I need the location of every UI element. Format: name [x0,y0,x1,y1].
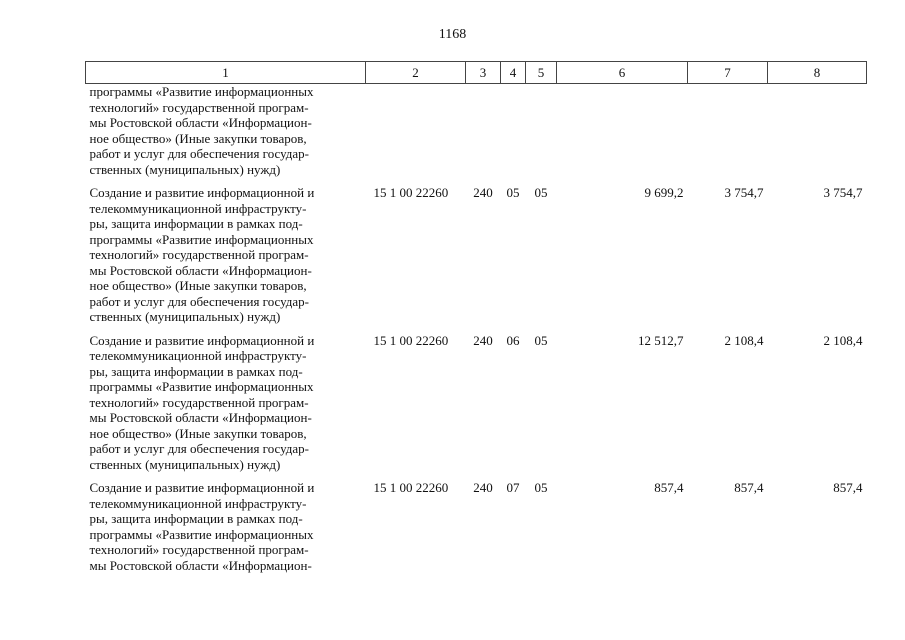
description-line: ственных (муниципальных) нужд) [89,309,281,324]
table-body [86,84,867,574]
page-number: 1168 [438,27,467,42]
expense-type-cell: 240 [473,332,493,348]
subsection-cell: 05 [534,480,548,495]
budget-table [85,61,867,573]
description-line: технологий» государственной програм- [89,542,309,557]
description-line: мы Ростовской области «Информацион- [89,557,312,573]
description-line: ственных (муниципальных) нужд) [89,456,281,472]
description-cell [86,480,366,573]
row-spacer-cell [86,472,867,480]
table-row [86,333,867,473]
amount-year3-cell: 857,4 [833,480,863,495]
row-spacer-cell [86,177,867,185]
amount-year3-cell [768,84,867,178]
row-spacer [86,177,867,185]
description-cell [86,185,366,325]
description-line: ры, защита информации в рамках под- [89,216,303,231]
row-spacer-cell [86,325,867,333]
amount-year2-cell [688,84,768,178]
description-line: мы Ростовской области «Информацион- [89,410,312,425]
amount-year1-cell: 12 512,7 [638,332,684,348]
description-line: программы «Развитие информационных [89,84,314,99]
amount-year3-cell: 3 754,7 [823,185,863,200]
column-header-5: 5 [526,62,557,84]
amount-year3-cell: 2 108,4 [823,332,863,348]
description-line: Создание и развитие информационной и [89,480,315,495]
amount-year1-cell: 9 699,2 [644,185,684,200]
description-line: телекоммуникационной инфраструкту- [89,495,307,511]
description-line: ное общество» (Иные закупки товаров, [89,425,307,441]
description-line: программы «Развитие информационных [89,526,314,542]
amount-year2-cell: 3 754,7 [724,185,764,200]
column-header-7: 7 [688,62,768,84]
description-line: ное общество» (Иные закупки товаров, [89,278,307,293]
expense-type-cell: 240 [473,480,493,495]
amount-year2-cell: 2 108,4 [724,332,764,348]
amount-year1-cell [557,84,688,178]
description-line: технологий» государственной програм- [89,99,309,115]
section-cell: 07 [506,480,520,495]
description-line: ры, защита информации в рамках под- [89,511,303,526]
section-cell [501,84,526,178]
description-line: работ и услуг для обеспечения государ- [89,146,310,161]
kbk-code-cell [366,84,466,178]
description-line: программы «Развитие информационных [89,379,314,394]
description-line: мы Ростовской области «Информацион- [89,262,312,278]
table-row [86,185,867,325]
description-line: технологий» государственной програм- [89,394,309,410]
description-line: работ и услуг для обеспечения государ- [89,293,310,309]
description-line: работ и услуг для обеспечения государ- [89,441,310,456]
description-line: ственных (муниципальных) нужд) [89,161,281,177]
kbk-code-cell: 15 1 00 22260 [373,185,449,200]
description-line: телекоммуникационной инфраструкту- [89,200,307,216]
table-header [86,62,867,84]
description-line: ры, защита информации в рамках под- [89,363,303,379]
description-line: технологий» государственной програм- [89,247,309,262]
subsection-cell: 05 [534,185,548,200]
description-line: Создание и развитие информационной и [89,185,315,200]
row-spacer [86,325,867,333]
description-cell [86,333,366,473]
column-header-6: 6 [557,62,688,84]
header-row [86,62,867,84]
kbk-code-cell: 15 1 00 22260 [373,480,449,495]
column-header-8: 8 [768,62,867,84]
description-line: мы Ростовской области «Информацион- [89,115,312,130]
column-header-1: 1 [86,62,366,84]
subsection-cell [526,84,557,178]
table-row [86,480,867,573]
kbk-code-cell: 15 1 00 22260 [373,332,449,348]
column-header-2: 2 [366,62,466,84]
amount-year1-cell: 857,4 [654,480,684,495]
expense-type-cell: 240 [473,185,493,200]
description-line: Создание и развитие информационной и [89,332,315,348]
description-line: программы «Развитие информационных [89,231,314,247]
section-cell: 06 [506,332,520,348]
row-spacer [86,472,867,480]
column-header-3: 3 [466,62,501,84]
table-row [86,84,867,178]
section-cell: 05 [506,185,520,200]
description-line: телекоммуникационной инфраструкту- [89,348,307,363]
description-line: ное общество» (Иные закупки товаров, [89,130,307,146]
description-cell [86,84,366,178]
subsection-cell: 05 [534,332,548,348]
expense-type-cell [466,84,501,178]
column-header-4: 4 [501,62,526,84]
amount-year2-cell: 857,4 [734,480,764,495]
